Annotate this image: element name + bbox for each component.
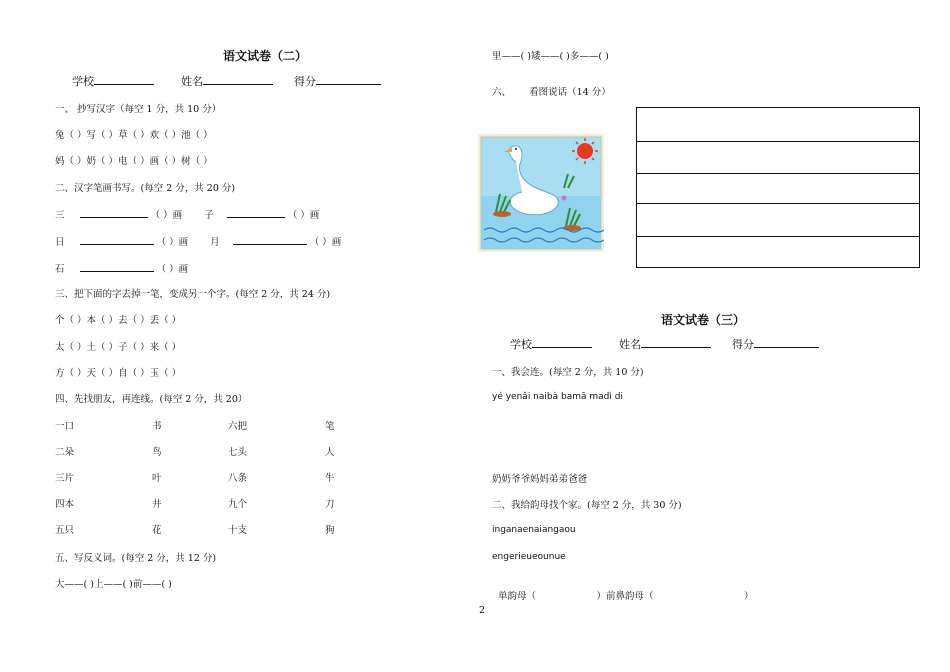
char: 子 [204,210,214,221]
antonym-row-1 [55,576,172,590]
stroke-row-2 [55,233,341,248]
vowel-item[interactable]: ao [558,525,570,535]
match-word[interactable]: 狗 [325,525,335,536]
antonym-item[interactable]: 大——( ) [55,579,94,590]
remove-item[interactable]: 子（ ） [118,342,150,353]
writing-line[interactable] [637,173,919,174]
vowel-item[interactable]: en [522,525,534,535]
match-word[interactable]: 二朵 [55,447,75,458]
school-field[interactable] [94,73,154,85]
remove-item[interactable]: 本（ ） [86,315,119,326]
vowel-item[interactable]: o [537,552,544,562]
name-label: 姓名 [181,75,203,88]
copy-item[interactable]: 写（ ） [86,130,119,141]
copy-item[interactable]: 欢（ ） [149,130,182,141]
copy-item[interactable]: 妈（ ） [55,156,87,167]
match-word[interactable]: 五只 [55,525,75,536]
char: 月 [210,237,220,248]
remove-item[interactable]: 太（ ） [55,342,87,353]
stroke-count[interactable]: （ ）画 [156,264,189,275]
match-col-3 [228,418,247,548]
remove-item[interactable]: 个（ ） [55,315,87,326]
section-2-title: 二、汉字笔画书写。(每空 2 分，共 20 分) [55,183,236,194]
stroke-count[interactable]: （ ）画 [150,210,183,221]
writing-line[interactable] [637,236,919,237]
stroke-blank[interactable] [227,206,285,218]
remove-item[interactable]: 自（ ） [118,368,150,379]
pinyin-item[interactable]: mā ma [572,392,604,402]
match-word[interactable]: 四本 [55,499,75,510]
match-word[interactable]: 八条 [228,473,248,484]
writing-box[interactable] [636,107,920,268]
vowel-item[interactable]: ai [533,525,542,535]
relative-word[interactable]: 弟弟 [549,474,569,485]
section-6-title: 六、 看图说话（14 分） [492,87,611,98]
antonym-item[interactable]: 里——( ) [492,51,531,62]
match-col-2 [152,418,162,548]
page-title-2: 语文试卷（二） [223,49,308,63]
match-word[interactable]: 牛 [325,473,335,484]
header-row-3 [510,336,819,352]
vowel-row-2 [492,552,566,562]
section-5-title: 五、写反义词。(每空 2 分，共 12 分) [55,553,217,564]
vowel-item[interactable]: an [505,525,518,535]
match-word[interactable]: 三片 [55,473,75,484]
section-4-title: 四、先找朋友，再连线。(每空 2 分，共 20） [55,394,248,405]
remove-item[interactable]: 去（ ） [118,315,150,326]
header-row [72,73,381,89]
remove-item[interactable]: 来（ ） [149,342,182,353]
vowel-item[interactable]: er [508,552,519,562]
match-word[interactable]: 书 [152,421,162,432]
antonym-item[interactable]: 多——( ) [569,51,609,62]
match-word[interactable]: 井 [152,499,162,510]
swan-picture [478,134,604,252]
school-label: 学校 [510,338,532,351]
match-word[interactable]: 六把 [228,421,248,432]
pinyin-item[interactable]: nǎi nai [516,392,547,402]
vowel-item[interactable]: ing [492,525,506,535]
match-word[interactable]: 人 [325,447,335,458]
name-field[interactable] [641,336,711,348]
stroke-blank[interactable] [80,233,154,245]
name-label: 姓名 [619,338,641,351]
writing-line[interactable] [637,141,919,142]
copy-row-1 [55,127,213,141]
pinyin-item[interactable]: yé ye [492,392,517,402]
pinyin-row [492,392,623,402]
remove-stroke-row-1 [55,312,181,326]
remove-item[interactable]: 天（ ） [86,368,119,379]
page-number: 2 [479,605,486,616]
char: 石 [55,264,65,275]
vowel-item[interactable]: ue [526,552,538,562]
remove-item[interactable]: 玉（ ） [149,368,182,379]
match-word[interactable]: 花 [152,525,162,536]
stroke-blank[interactable] [233,233,307,245]
writing-line[interactable] [637,267,919,268]
vowel-item[interactable]: un [543,552,555,562]
stroke-row-3 [55,260,188,275]
char: 日 [55,237,65,248]
score-field[interactable] [316,73,381,85]
remove-stroke-row-2 [55,339,181,353]
page-title-3: 语文试卷（三） [661,313,746,327]
copy-item[interactable]: 画（ ） [149,156,182,167]
match-word[interactable]: 叶 [152,473,162,484]
antonym-item[interactable]: 前——( ) [132,579,172,590]
match-col-1 [55,418,74,548]
section-1-title: 一、 抄写汉字（每空 1 分，共 10 分） [55,104,222,115]
antonym-item[interactable]: 上——( ) [93,579,133,590]
score-label: 得分 [294,75,316,88]
stroke-count[interactable]: （ ）画 [287,210,320,221]
copy-item[interactable]: 树（ ） [181,156,213,167]
swan-picture-icon [478,134,604,252]
pinyin-item[interactable]: dì di [603,392,623,402]
vowel-answer-row [492,577,754,602]
writing-line[interactable] [637,203,919,204]
char: 三 [55,210,65,221]
vowel-item[interactable]: a [517,525,523,535]
pinyin-item[interactable]: bà ba [546,392,573,402]
vowel-row-1 [492,525,576,535]
stroke-row-1 [55,206,319,221]
copy-item[interactable]: 草（ ） [118,130,150,141]
match-word[interactable]: 七头 [228,447,248,458]
match-col-4 [325,418,335,548]
single-vowel-answer[interactable]: 单韵母（ ） [498,591,606,602]
copy-item[interactable]: 兔（ ） [55,130,87,141]
vowel-item[interactable]: ue [554,552,566,562]
vowel-item[interactable]: eng [492,552,509,562]
match-word[interactable]: 笔 [325,421,335,432]
section-3-title: 三、把下面的字去掉一笔，变成另一个字。(每空 2 分，共 24 分) [55,289,331,300]
score-field[interactable] [754,336,819,348]
copy-item[interactable]: 奶（ ） [86,156,119,167]
relative-word[interactable]: 妈妈 [530,474,550,485]
vowel-item[interactable]: ang [541,525,559,535]
copy-row-2 [55,153,213,167]
stroke-count[interactable]: （ ）画 [156,237,189,248]
match-word[interactable]: 鸟 [152,447,162,458]
match-word[interactable]: 十支 [228,525,248,536]
stroke-count[interactable]: （ ）画 [309,237,342,248]
copy-item[interactable]: 电（ ） [118,156,150,167]
stroke-blank[interactable] [80,206,148,218]
school-field[interactable] [532,336,592,348]
stroke-blank[interactable] [80,260,154,272]
vowel-item[interactable]: ie [518,552,527,562]
relative-word[interactable]: 爷爷 [511,474,531,485]
relatives-row [492,471,587,485]
nasal-vowel-answer[interactable]: 前鼻韵母（ ） [605,591,754,602]
remove-stroke-row-3 [55,365,181,379]
name-field[interactable] [203,73,273,85]
section-3-2-title: 二、我给韵母找个家。(每空 2 分，共 30 分) [492,500,682,511]
remove-item[interactable]: 方（ ） [55,368,87,379]
score-label: 得分 [732,338,754,351]
remove-item[interactable]: 土（ ） [86,342,119,353]
section-3-1-title: 一、我会连。(每空 2 分，共 10 分) [492,367,644,378]
remove-item[interactable]: 丢（ ） [149,315,182,326]
match-word[interactable]: 九个 [228,499,248,510]
copy-item[interactable]: 池（ ） [181,130,213,141]
relative-word[interactable]: 爸爸 [568,474,588,485]
antonym-item[interactable]: 矮——( ) [530,51,570,62]
school-label: 学校 [72,75,94,88]
relative-word[interactable]: 奶奶 [492,474,512,485]
antonym-row-2 [492,48,609,62]
match-word[interactable]: 一口 [55,421,75,432]
match-word[interactable]: 刀 [325,499,335,510]
vowel-item[interactable]: u [569,525,576,535]
